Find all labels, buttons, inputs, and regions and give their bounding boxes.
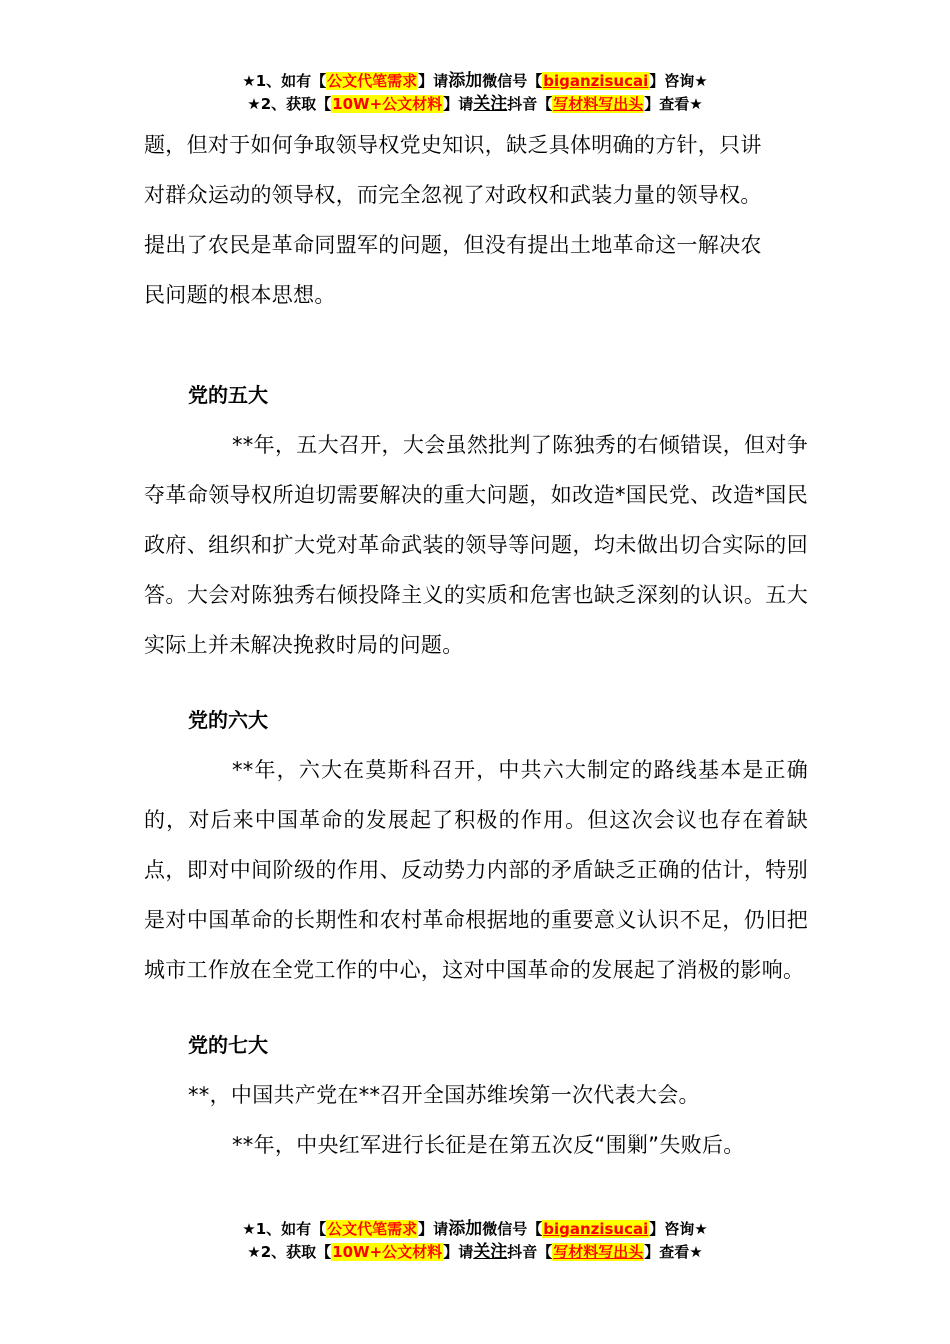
document-body [144,120,808,1170]
section-heading-7th-congress: 党的七大 [188,1033,268,1057]
banner-text: 】请 [443,95,474,113]
banner-highlight-materials: 10W+公文材料 [332,1243,443,1261]
spacer [144,320,808,370]
banner-text: 】请 [418,72,449,90]
intro-line: 民问题的根本思想。 [144,283,336,307]
intro-line: 题，但对于如何争取领导权党史知识，缺乏具体明确的方针，只讲 [144,133,762,157]
banner-emphasis: 添加 [448,71,483,91]
section-7-line-2: **年，中央红军进行长征是在第五次反“围剿”失败后。 [232,1133,745,1157]
banner-highlight-douyin[interactable]: 写材料写出头 [553,95,644,113]
banner-emphasis: 关注 [473,94,508,114]
banner-text: 】查看★ [644,95,703,113]
intro-line: 提出了农民是革命同盟军的问题，但没有提出土地革命这一解决农 [144,233,762,257]
section-7-line-1: **，中国共产党在**召开全国苏维埃第一次代表大会。 [188,1083,700,1107]
banner-text: 】咨询★ [649,72,708,90]
banner-text: 】请 [418,1220,449,1238]
banner-highlight-service: 公文代笔需求 [327,72,418,90]
header-banner [0,70,950,116]
banner-highlight-wechat-id[interactable]: biganzisucai [543,72,649,90]
section-5-paragraph: **年，五大召开，大会虽然批判了陈独秀的右倾错误，但对争夺革命领导权所迫切需要解决的重大问题，如改造*国民党、改造*国民政府、组织和扩大党对革命武装的领导等问题，均未做出切合实际的回答。大会对陈独秀右倾投降主义的实质和危害也缺乏深刻的认识。五大实际上并未解决挽救时局的问题。 [144,433,808,657]
spacer [144,670,808,695]
spacer [144,995,808,1020]
banner-highlight-wechat-id[interactable]: biganzisucai [543,1220,649,1238]
banner-text: 抖音【 [507,95,553,113]
banner-emphasis: 添加 [448,1219,483,1239]
banner-text: ★1、如有【 [242,72,327,90]
banner-text: 微信号【 [482,72,543,90]
banner-text: ★2、获取【 [247,95,332,113]
banner-text: 】请 [443,1243,474,1261]
footer-banner [0,1218,950,1264]
banner-text: ★1、如有【 [242,1220,327,1238]
banner-highlight-service: 公文代笔需求 [327,1220,418,1238]
banner-highlight-materials: 10W+公文材料 [332,95,443,113]
section-heading-5th-congress: 党的五大 [188,383,268,407]
banner-emphasis: 关注 [473,1242,508,1262]
banner-text: 】咨询★ [649,1220,708,1238]
banner-text: ★2、获取【 [247,1243,332,1261]
section-heading-6th-congress: 党的六大 [188,708,268,732]
banner-text: 抖音【 [507,1243,553,1261]
intro-line: 对群众运动的领导权，而完全忽视了对政权和武装力量的领导权。 [144,183,762,207]
banner-highlight-douyin[interactable]: 写材料写出头 [553,1243,644,1261]
banner-line-2 [0,93,950,116]
banner-line-1 [0,1218,950,1241]
banner-text: 微信号【 [482,1220,543,1238]
banner-line-2 [0,1241,950,1264]
banner-text: 】查看★ [644,1243,703,1261]
section-6-paragraph: **年，六大在莫斯科召开，中共六大制定的路线基本是正确的，对后来中国革命的发展起了积极的作用。但这次会议也存在着缺点，即对中间阶级的作用、反动势力内部的矛盾缺乏正确的估计，特别是对中国革命的长期性和农村革命根据地的重要意义认识不足，仍旧把城市工作放在全党工作的中心，这对中国革命的发展起了消极的影响。 [144,758,808,982]
banner-line-1 [0,70,950,93]
